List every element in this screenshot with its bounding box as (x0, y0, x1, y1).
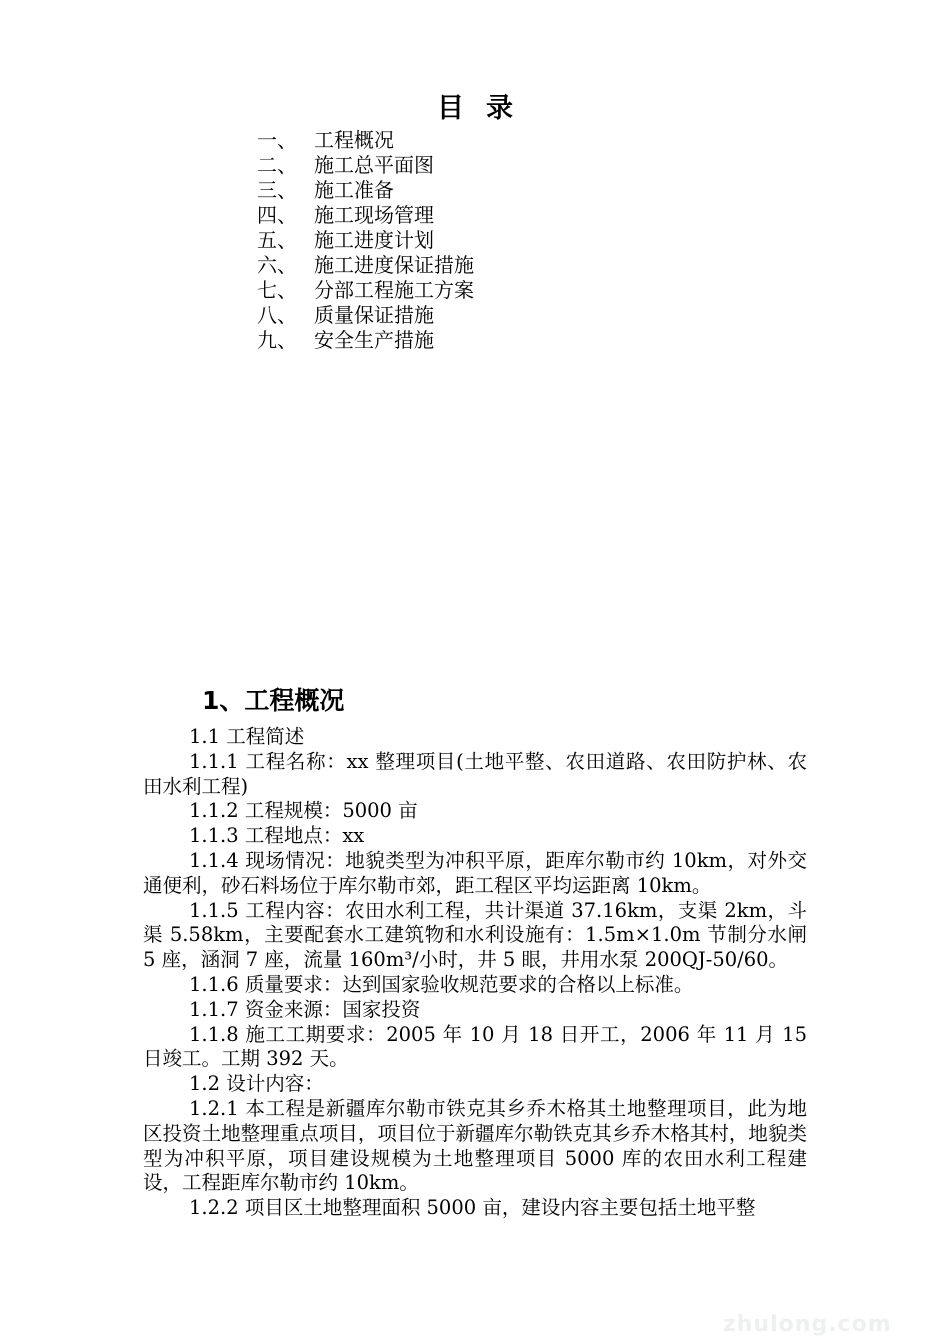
toc-item (257, 253, 474, 278)
toc-item (257, 128, 474, 153)
toc-item (257, 303, 474, 328)
toc-item-number: 六、 (257, 253, 297, 277)
toc-item-number: 七、 (257, 278, 297, 302)
toc-item-label: 施工进度计划 (314, 228, 434, 252)
toc-item-label: 施工现场管理 (314, 203, 434, 227)
paragraph: 1.1.3 工程地点：xx (189, 824, 365, 848)
toc-item-number: 八、 (257, 303, 297, 327)
toc-item-number: 一、 (257, 128, 297, 152)
toc-item-number: 三、 (257, 178, 297, 202)
toc-item-number: 二、 (257, 153, 297, 177)
table-of-contents (257, 128, 474, 353)
paragraph: 1.1.6 质量要求：达到国家验收规范要求的合格以上标准。 (189, 972, 694, 996)
paragraph: 1.1.7 资金来源：国家投资 (189, 997, 421, 1021)
watermark: zhulong.com (723, 1312, 892, 1337)
paragraph: 1.1.2 工程规模：5000 亩 (189, 799, 418, 823)
toc-item-label: 质量保证措施 (314, 303, 434, 327)
toc-item-number: 九、 (257, 328, 297, 352)
toc-item-label: 安全生产措施 (314, 328, 434, 352)
toc-item-label: 施工总平面图 (314, 153, 434, 177)
paragraph: 1.2 设计内容： (189, 1072, 324, 1096)
paragraph: 1.1.5 工程内容：农田水利工程，共计渠道 37.16km，支渠 2km，斗渠 5.58km，主要配套水工建筑物和水利设施有：1.5m×1.0m 节制分水闸 5 座，涵洞 7 座，流量 160m³/小时，井 5 眼，井用水泵 200QJ-50/60。 (143, 898, 807, 972)
section-title: 1、工程概况 (202, 686, 345, 715)
toc-title: 目录 (437, 93, 535, 124)
toc-item-label: 工程概况 (314, 128, 394, 152)
toc-item (257, 228, 474, 253)
paragraph: 1.1.8 施工工期要求：2005 年 10 月 18 日开工，2006 年 11 月 15 日竣工。工期 392 天。 (143, 1022, 807, 1071)
toc-item-label: 分部工程施工方案 (314, 278, 474, 302)
toc-item-number: 四、 (257, 203, 297, 227)
paragraph: 1.1.4 现场情况：地貌类型为冲积平原，距库尔勒市约 10km，对外交通便利，砂石料场位于库尔勒市郊，距工程区平均运距离 10km。 (143, 848, 807, 897)
toc-item (257, 278, 474, 303)
toc-item (257, 328, 474, 353)
toc-item-label: 施工准备 (314, 178, 394, 202)
toc-item (257, 178, 474, 203)
paragraph: 1.2.1 本工程是新疆库尔勒市铁克其乡乔木格其土地整理项目，此为地区投资土地整理重点项目，项目位于新疆库尔勒铁克其乡乔木格其村，地貌类型为冲积平原，项目建设规模为土地整理项目 5000 库的农田水利工程建设，工程距库尔勒市约 10km。 (143, 1096, 807, 1195)
section-body (143, 725, 807, 1221)
toc-item-number: 五、 (257, 228, 297, 252)
paragraph: 1.2.2 项目区土地整理面积 5000 亩，建设内容主要包括土地平整 (189, 1196, 756, 1220)
toc-item (257, 203, 474, 228)
paragraph: 1.1.1 工程名称：xx 整理项目(土地平整、农田道路、农田防护林、农田水利工程) (143, 749, 807, 798)
toc-item (257, 153, 474, 178)
toc-item-label: 施工进度保证措施 (314, 253, 474, 277)
paragraph: 1.1 工程简述 (189, 725, 305, 748)
